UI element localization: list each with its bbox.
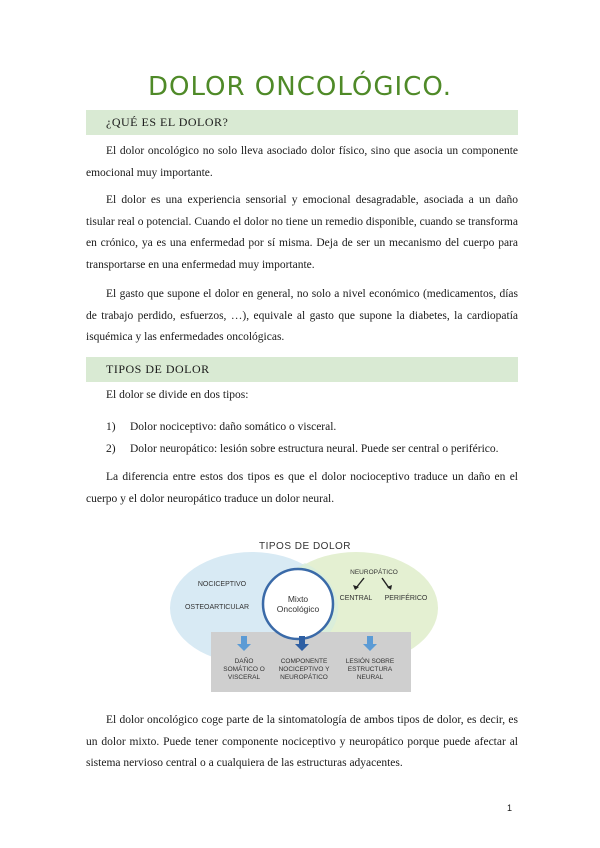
paragraph-2: El dolor es una experiencia sensorial y emocional desagradable, asociada a un daño tisular real o potencial. Cuando el dolor no tiene un remedio disponible, cuando se transforma en crónico, ya es una enfermedad por sí misma. Deja de ser un mecanismo del cuerpo para transportarse en una enfermedad muy importante.: [86, 194, 518, 271]
mixto-label-2: Oncológico: [276, 604, 320, 614]
diagram-title: TIPOS DE DOLOR: [258, 541, 352, 552]
box1-line2: SOMÁTICO O: [223, 666, 265, 673]
box2-line3: NEUROPÁTICO: [280, 674, 328, 681]
paragraph-3: El gasto que supone el dolor en general, no solo a nivel económico (medicamentos, días de trabajo perdido, esfuerzos, …), equivale al gasto que supone la diabetes, la cardiopatía isquémica y las enfermedades oncológicas.: [86, 288, 518, 343]
tipos-dolor-diagram: [160, 530, 450, 700]
box3-line2: ESTRUCTURA: [347, 666, 393, 673]
paragraph-difference: La diferencia entre estos dos tipos es que el dolor nocioceptivo traduce un daño en el cuerpo y el dolor neuropático traduce un dolor neural.: [86, 471, 518, 505]
tipos-intro: El dolor se divide en dos tipos:: [106, 389, 249, 401]
left-label-nociceptivo: NOCICEPTIVO: [197, 581, 247, 588]
list-item: 1) Dolor nociceptivo: daño somático o visceral.: [106, 421, 337, 433]
left-label-osteoarticular: OSTEOARTICULAR: [184, 604, 250, 611]
page-number: 1: [506, 803, 512, 813]
box2-line2: NOCICEPTIVO Y: [278, 666, 330, 673]
paragraph-closing: El dolor oncológico coge parte de la sintomatología de ambos tipos de dolor, es decir, es un dolor mixto. Puede tener componente nociceptivo y neuropático porque puede afectar al sistema nervioso central o a cualquiera de las estructuras adyacentes.: [86, 714, 518, 769]
list-item: 2) Dolor neuropático: lesión sobre estructura neural. Puede ser central o periférico.: [106, 443, 499, 455]
box3-line3: NEURAL: [356, 674, 384, 681]
box3-line1: LESIÓN SOBRE: [345, 658, 395, 665]
box1-line3: VISCERAL: [227, 674, 261, 681]
box1-line1: DAÑO: [234, 658, 254, 665]
section-heading-tipos: TIPOS DE DOLOR: [86, 357, 518, 382]
box2-line1: COMPONENTE: [280, 658, 328, 665]
tipos-list: [86, 416, 518, 460]
mixto-label-1: Mixto: [287, 594, 309, 604]
section-heading-que-es: ¿QUÉ ES EL DOLOR?: [86, 110, 518, 135]
paragraph-1: El dolor oncológico no solo lleva asociado dolor físico, sino que asocia un componente emocional muy importante.: [86, 145, 518, 179]
right-label-central: CENTRAL: [339, 595, 373, 602]
right-label-neuropatico: NEUROPÁTICO: [350, 569, 398, 576]
page-title: DOLOR ONCOLÓGICO.: [147, 72, 453, 102]
right-label-periferico: PERIFÉRICO: [384, 595, 428, 602]
